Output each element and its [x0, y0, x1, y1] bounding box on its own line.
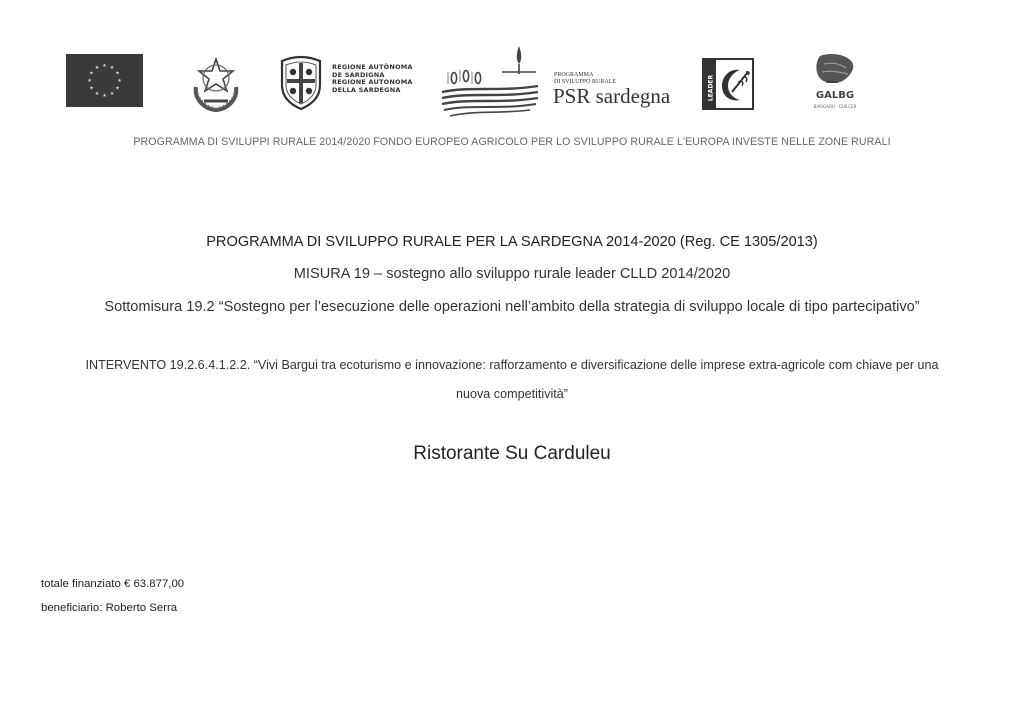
psr-small-line-2: DI SVILUPPO RURALE	[554, 79, 617, 85]
leader-logo-text: LEADER	[707, 74, 715, 102]
gal-bg-sublabel: BARIGADU - GUILCER	[813, 104, 857, 109]
svg-text:★: ★	[115, 85, 120, 92]
gal-bg-label: GALBG	[815, 90, 855, 101]
svg-text:★: ★	[89, 70, 94, 77]
region-line-4: DELLA SARDEGNA	[332, 85, 401, 94]
svg-text:★: ★	[89, 85, 94, 92]
submeasure-line: Sottomisura 19.2 “Sostegno per l’esecuzione delle operazioni nell’ambito della strategia di sviluppo locale di tipo partecipativo”	[104, 299, 920, 315]
svg-text:★: ★	[115, 70, 120, 77]
svg-text:★: ★	[117, 78, 122, 84]
svg-text:★: ★	[102, 93, 107, 99]
svg-text:★: ★	[102, 63, 107, 69]
measure-line: MISURA 19 – sostegno allo sviluppo rurale leader CLLD 2014/2020	[293, 266, 731, 282]
svg-text:★: ★	[109, 65, 115, 71]
beneficiary-name: beneficiario: Roberto Serra	[41, 602, 178, 614]
intervention-line-1: INTERVENTO 19.2.6.4.1.2.2. “Vivi Bargui tra ecoturismo e innovazione: rafforzamento e diversificazione delle imprese extra-agricole com chiave per una	[85, 358, 939, 372]
program-heading: PROGRAMMA DI SVILUPPO RURALE PER LA SARDEGNA 2014-2020 (Reg. CE 1305/2013)	[206, 234, 818, 250]
regione-sardegna-label	[332, 64, 442, 94]
svg-text:★: ★	[94, 91, 100, 97]
leader-logo	[702, 58, 754, 110]
program-tagline: PROGRAMMA DI SVILUPPI RURALE 2014/2020 FONDO EUROPEO AGRICOLO PER LO SVILUPPO RURALE L'EUROPA INVESTE NELLE ZONE RURALI	[133, 136, 891, 148]
svg-text:★: ★	[109, 91, 115, 97]
region-line-2: DE SARDIGNA	[332, 70, 385, 79]
logo-strip	[0, 40, 1024, 120]
svg-text:★: ★	[87, 78, 92, 84]
region-line-1: REGIONE AUTÒNOMA	[332, 63, 413, 71]
regione-sardegna-emblem	[276, 53, 326, 111]
eu-flag-logo	[66, 54, 143, 107]
psr-title: PSR sardegna	[553, 84, 671, 108]
total-funding: totale finanziato € 63.877,00	[41, 578, 185, 590]
psr-small-line-1: PROGRAMMA	[554, 72, 594, 78]
beneficiary-business-title: Ristorante Su Carduleu	[413, 443, 611, 464]
intervention-line-2: nuova competitività”	[456, 387, 568, 401]
italian-republic-emblem	[190, 53, 242, 113]
psr-sardegna-artwork	[440, 42, 540, 122]
region-line-3: REGIONE AUTONOMA	[332, 78, 413, 87]
svg-text:★: ★	[94, 65, 100, 71]
